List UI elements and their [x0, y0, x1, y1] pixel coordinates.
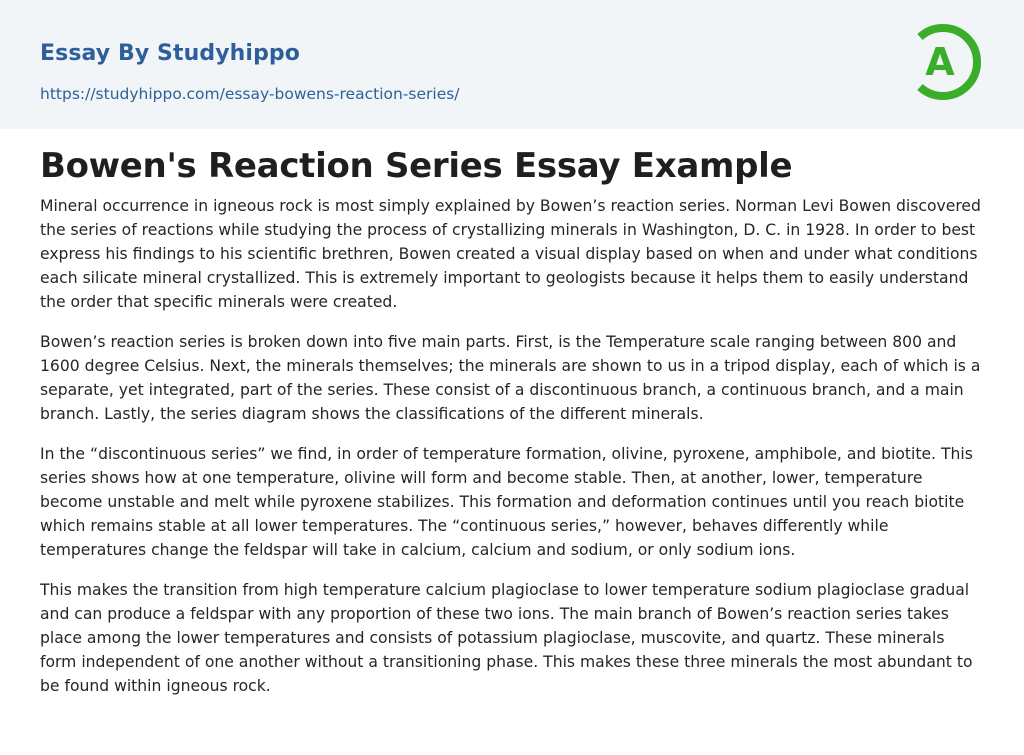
studyhippo-logo-icon[interactable]	[912, 19, 986, 105]
essay-paragraph-1: Mineral occurrence in igneous rock is most simply explained by Bowen’s reaction series. Norman Levi Bowen discovered the series of reactions while studying the process of crystallizing minerals in Washington, D. C. in 1928. In order to best express his findings to his scientific brethren, Bowen created a visual display based on when and under what conditions each silicate mineral crystallized. This is extremely important to geologists because it helps them to easily understand the order that specific minerals were created.	[40, 197, 981, 311]
essay-paragraph-3: In the “discontinuous series” we find, in order of temperature formation, olivine, pyroxene, amphibole, and biotite. This series shows how at one temperature, olivine will form and become stable. Then, at another, lower, temperature become unstable and melt while pyroxene stabilizes. This formation and deformation continues until you reach biotite which remains stable at all lower temperatures. The “continuous series,” however, behaves differently while temperatures change the feldspar will take in calcium, calcium and sodium, or only sodium ions.	[40, 445, 973, 559]
essay-url-link[interactable]: https://studyhippo.com/essay-bowens-reaction-series/	[40, 85, 460, 103]
page-title: Bowen's Reaction Series Essay Example	[40, 146, 793, 186]
logo-letter: A	[925, 40, 955, 84]
essay-paragraph-2: Bowen’s reaction series is broken down into five main parts. First, is the Temperature scale ranging between 800 and 1600 degree Celsius. Next, the minerals themselves; the minerals are shown to us in a tripod display, each of which is a separate, yet integrated, part of the series. These consist of a discontinuous branch, a continuous branch, and a main branch. Lastly, the series diagram shows the classifications of the different minerals.	[40, 333, 981, 423]
site-header	[0, 0, 1024, 129]
essay-paragraph-4: This makes the transition from high temperature calcium plagioclase to lower temperature sodium plagioclase gradual and can produce a feldspar with any proportion of these two ions. The main branch of Bowen’s reaction series takes place among the lower temperatures and consists of potassium plagioclase, muscovite, and quartz. These minerals form independent of one another without a transitioning phase. This makes these three minerals the most abundant to be found within igneous rock.	[40, 581, 973, 695]
brand-title[interactable]: Essay By Studyhippo	[40, 41, 300, 66]
essay-body	[40, 194, 984, 714]
